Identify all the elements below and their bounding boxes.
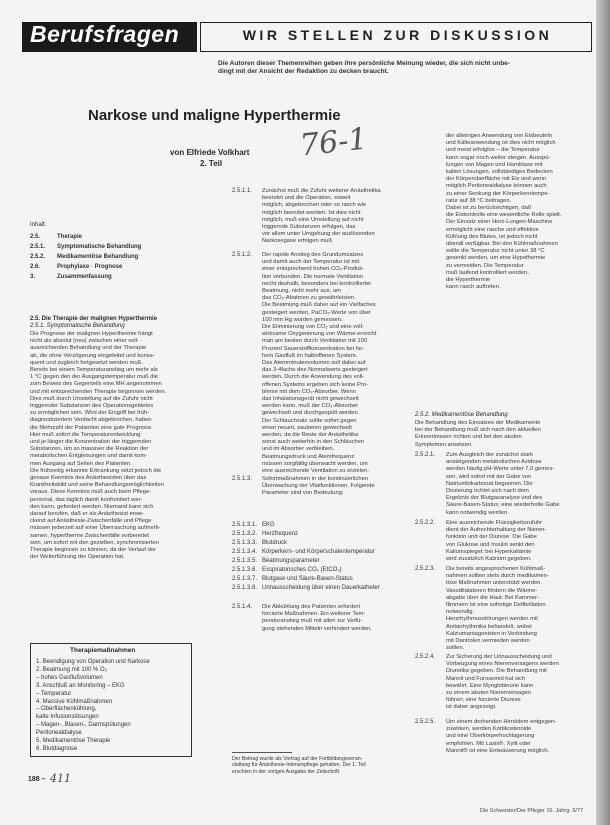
- entry-line: werden. Durch die Anwendung des voll-: [262, 374, 365, 381]
- entry-line: Kalziumantagonisten in Verbindung: [446, 630, 537, 637]
- left-column-line: Die frühzeitig erkannte Erkrankung setzt jedoch die: [30, 467, 162, 474]
- right-column-line: ratur auf 38 °C beitragen.: [446, 197, 512, 204]
- left-column-line: Bereits bei einem Temperaturanstieg um mehr als: [30, 367, 158, 374]
- entry-line: und im Absorber verbleiben.: [262, 446, 335, 453]
- entry-number: 2.5.2.4.: [415, 654, 436, 660]
- left-column-line: Die Prognose der malignen Hyperthermie hängt: [30, 331, 153, 337]
- entry-line: Der rapide Anstieg des Grundumsatzes: [262, 252, 364, 258]
- entry-line: bleme mit dem CO₂-Absorber. Wenn: [262, 388, 356, 395]
- entry-line: man am besten durch Ventilation mit 100: [262, 338, 368, 345]
- entry-line: von Glukose und Insulin senkt den: [446, 541, 535, 548]
- toc-item-label: Symptomatische Behandlung: [57, 244, 142, 250]
- left-column-line: metabolischen Entgleisungen und damit kom-: [30, 453, 148, 460]
- section-2-5-2-line: Die Behandlung des Einsatzes der Medikamente: [415, 420, 541, 426]
- entry-line: ist daher angezeigt.: [446, 704, 497, 711]
- monitoring-number: 2.5.1.3.2.: [232, 531, 258, 537]
- journal-footer: Die Schwester/Der Pfleger 16. Jahrg. 6/77: [480, 808, 584, 814]
- discussion-header-title: WIR STELLEN ZUR DISKUSSION: [242, 27, 553, 43]
- entry-line: gung stehenden Mitteln verhindert werden.: [262, 625, 372, 632]
- entry-line: das CO₂-Abatmen zu gewährleisten.: [262, 295, 356, 302]
- therapy-item: – Temperatur: [36, 690, 72, 697]
- left-column-line: diagnostiziertem Verdacht abgebrochen, haben: [30, 417, 152, 424]
- left-column-line: den kann, gefordert werden. Niemand kann sich: [30, 503, 154, 510]
- toc-item-number: 2.5.: [30, 234, 41, 240]
- toc-item-number: 2.5.1.: [30, 244, 46, 250]
- right-column-line: Kühlung des Blutes, ist jedoch nicht: [446, 233, 538, 240]
- footnote-rule: [232, 752, 292, 753]
- entry-line: eine ausreichende Ventilation zu erzielen.: [262, 468, 369, 475]
- left-column-line: sein, um sofort mit den gezielten, synchronisierten: [30, 539, 159, 546]
- entry-text: [446, 719, 596, 755]
- entry-line: Der Schlauchsatz sollte sofort gegen: [262, 417, 357, 424]
- entry-line: werden häufig pH-Werte unter 7,0 gemes-: [446, 466, 555, 473]
- footnote: Der Beitrag wurde als Vortrag auf der Fortbildungsveran- staltung für Anästhesie-Intensivpflege gehalten. Der 1. Teil erschien in der vorigen Ausgabe der Zeitschrift.: [232, 756, 366, 775]
- right-column-line: die Hyperthermie: [446, 277, 491, 284]
- left-column-line: quent und zugleich fortgesetzt werden muß.: [30, 359, 143, 366]
- entry-line: abgabe über die Haut. Bei Kammer-: [446, 594, 539, 601]
- entry-line: sollten.: [446, 645, 465, 652]
- entry-line: forcierte Maßnahmen. Ein weiterer Tem-: [262, 611, 366, 618]
- entry-line: dient der Aufrechterhaltung der Nieren-: [446, 527, 547, 534]
- left-column-line: samen, hypertherme Zwischenfälle vorbereitet: [30, 532, 149, 539]
- entry-text: [262, 252, 402, 475]
- monitoring-number: 2.5.1.3.8.: [232, 585, 258, 591]
- entry-line: Antiarrhythmika behandelt, wobei: [446, 623, 532, 630]
- entry-line: Beatmung, nicht mehr aus, um: [262, 288, 341, 295]
- entry-number: 2.5.1.3.: [232, 476, 253, 482]
- entry-text: [446, 452, 596, 517]
- entry-line: töse Maßnahmen unterstützt werden.: [446, 580, 543, 587]
- right-column-line: muß laufend kontrolliert werden,: [446, 269, 529, 276]
- monitoring-label: Blutdruck: [262, 540, 288, 546]
- right-column-line: kann rasch auftreten.: [446, 284, 501, 291]
- left-column-line: 1 °C gegen den der Ausgangstemperatur muß die: [30, 374, 158, 381]
- monitoring-label: Körperkern- und Körperschalentemperatur: [262, 549, 375, 555]
- toc-item-label: Zusammenfassung: [57, 274, 112, 280]
- right-column-line: gesenkt werden, um eine Hypothermie: [446, 255, 546, 262]
- therapy-item: – Oberflächenkühlung,: [36, 706, 97, 713]
- entry-line: Herzrhythmusstörungen werden mit: [446, 616, 538, 623]
- entry-text: [446, 566, 596, 652]
- entry-line: peraturanstieg muß mit allen zur Verfü-: [262, 618, 363, 625]
- entry-number: 2.5.1.1.: [232, 188, 253, 194]
- monitoring-label: Beatmungsparameter: [262, 558, 320, 564]
- entry-line: führen; eine forcierte Diurese: [446, 697, 521, 704]
- therapy-item: – Magen-, Blasen-, Darmspülungen: [36, 722, 131, 729]
- entry-line: Kaliumspiegel; bei Hyperkaliämie: [446, 548, 532, 555]
- monitoring-number: 2.5.1.3.4.: [232, 549, 258, 555]
- entry-line: hem Gasfluß im halboffenen System.: [262, 352, 358, 359]
- section-heading-2-5-2: 2.5.2. Medikamentöse Behandlung: [415, 412, 508, 418]
- section-2-5-2-line: Erkenntnissen richten und bei den akuten: [415, 434, 522, 441]
- entry-line: flimmern ist eine sofortige Defibrillation: [446, 602, 546, 609]
- entry-line: Die Beatmung muß daher auf ein Vielfaches: [262, 302, 376, 309]
- entry-number: 2.5.2.3.: [415, 566, 436, 572]
- entry-line: Die bereits angesprochenen Kühlmaß-: [446, 566, 546, 572]
- therapy-item: 5. Medikamentöse Therapie: [36, 738, 111, 744]
- therapy-item: kalte Infusionslösungen: [36, 714, 99, 721]
- entry-line: Um einem drohenden Hirnödem entgegen-: [446, 719, 557, 725]
- left-column-line: der Weiterführung der Operation hat.: [30, 554, 125, 561]
- right-column-line: und meist erfolglos – die Temperatur: [446, 147, 540, 154]
- left-column-text: [30, 331, 200, 562]
- right-column-line: der Körperoberfläche mit Eis und wenn: [446, 176, 547, 183]
- right-column-line: zu einer Senkung der Körperkerntempe-: [446, 190, 550, 197]
- therapy-box-title: Therapiemaßnahmen: [70, 647, 136, 654]
- entry-number: 2.5.2.5.: [415, 719, 436, 725]
- entry-line: Die Eliminierung von CO₂ und eine voll-: [262, 324, 364, 331]
- entry-line: einer entsprechend hohen CO₂-Produk-: [262, 266, 365, 273]
- entry-number: 2.5.2.1.: [415, 452, 436, 458]
- right-column-line: kann sogar noch weiter steigen. Ausspü-: [446, 154, 551, 161]
- therapy-item: 1. Beendigung von Operation und Narkose: [36, 659, 150, 665]
- right-column-top-text: [446, 133, 596, 291]
- therapy-item: Peritonealdialyse: [36, 730, 82, 737]
- entry-line: Narkosegase erfolgen muß.: [262, 238, 334, 245]
- entry-text: [262, 188, 402, 246]
- entry-line: offenen Systems ergeben sich keine Pro-: [262, 381, 368, 388]
- monitoring-number: 2.5.1.3.5.: [232, 558, 258, 564]
- left-column-line: ckend auf Anästhesie-Zwischenfälle und Pflege: [30, 518, 152, 525]
- entry-text: [446, 520, 596, 563]
- therapy-item: 4. Massive Kühlmaßnahmen: [36, 698, 113, 705]
- entry-line: möglich, abgebrochen oder so rasch wie: [262, 202, 367, 209]
- entry-line: nahmen sollten stets durch medikamen-: [446, 573, 549, 580]
- article-author: von Elfriede Volkhart: [170, 148, 250, 157]
- entry-line: Überwachung der Vitalfunktionen. Folgende: [262, 483, 375, 490]
- entry-line: werden, da die Reste der Anästhetika: [262, 432, 359, 439]
- entry-number: 2.5.2.2.: [415, 520, 436, 526]
- entry-line: 100 mm Hg wurden gemessen.: [262, 316, 343, 323]
- toc-item-label: Prophylaxe · Prognose: [57, 264, 123, 270]
- page-number: 188 –: [28, 776, 46, 783]
- left-column-line: müssen jederzeit auf einer Überraschung aufmerk-: [30, 525, 161, 532]
- left-column-line: voraus. Diese Kenntnis muß auch beim Pflege-: [30, 489, 152, 496]
- article-title: Narkose und maligne Hyperthermie: [88, 107, 341, 124]
- monitoring-label: EKG: [262, 522, 275, 528]
- entry-line: werden kann, muß der CO₂-Absorber: [262, 403, 359, 410]
- left-column-line: Krankheitsbild und seine Behandlungsmöglichkeiten: [30, 482, 165, 489]
- right-column-line: lungen von Magen und Harnblase mit: [446, 161, 543, 168]
- entry-text: [446, 654, 596, 712]
- entry-number: 2.5.1.4.: [232, 604, 253, 610]
- entry-line: Eine ausreichende Flüssigkeitszufuhr: [446, 520, 543, 526]
- toc-item-label: Therapie: [57, 234, 83, 240]
- therapy-item: 6. Blutdiagnose: [36, 745, 78, 752]
- monitoring-label: Blutgase und Säure-Basen-Status: [262, 576, 353, 582]
- entry-line: mit Dantrolen vermieden werden: [446, 638, 530, 645]
- entry-line: Säure-Basen-Status; eine wiederholte Gabe: [446, 502, 560, 509]
- left-column-line: zu ermöglichen sein. Wird der Eingriff bei früh-: [30, 410, 150, 417]
- entry-line: kann notwendig werden.: [446, 509, 509, 516]
- entry-line: das Inhalationsgerät nicht gewechselt: [262, 396, 359, 403]
- entry-line: Die Abkühlung des Patienten erfordert: [262, 604, 360, 610]
- entry-line: tion verbunden. Die normale Ventilation: [262, 273, 364, 280]
- entry-line: zuwirken, werden Kortikosteroide: [446, 726, 532, 733]
- entry-line: notwendig.: [446, 609, 475, 616]
- entry-line: Mannit und Furosemid hat sich: [446, 675, 526, 682]
- entry-line: Zum Ausgleich der zunächst stark: [446, 452, 533, 458]
- handwritten-note: 76-1: [298, 121, 370, 164]
- entry-line: Prozent Sauerstoffkonzentration bei ho-: [262, 345, 365, 352]
- entry-line: möglich, muß eine Umstellung auf nicht: [262, 216, 364, 223]
- right-column-line: sollte die Temperatur nicht unter 38 °C: [446, 248, 545, 255]
- toc-item-number: 2.6.: [30, 264, 41, 270]
- entry-line: einen neuen, sauberen gewechselt: [262, 424, 352, 431]
- entry-line: Beatmungsdruck und Atemfrequenz: [262, 453, 355, 460]
- editorial-disclaimer: Die Autoren dieser Themenreihen geben ihre persönliche Meinung wieder, die sich nicht unbe- dingt mit der Ansicht der Redaktion zu decken braucht.: [218, 60, 510, 75]
- entry-line: Dosierung richtet sich nach dem: [446, 488, 529, 495]
- right-column-line: möglich Peritonealdialyse können auch: [446, 183, 547, 190]
- entry-line: funktion und der Diurese. Die Gabe: [446, 534, 537, 541]
- entry-line: wird zusätzlich Kalzium gegeben.: [446, 556, 532, 563]
- left-column-line: die Mehrzahl der Patienten eine gute Prognose.: [30, 424, 153, 431]
- left-column-line: men Ausgang auf Seiten des Patienten.: [30, 460, 132, 467]
- left-column-line: ab, die ohne Verzögerung eingeleitet und konse-: [30, 352, 155, 359]
- right-column-line: und Kälteanwendung ist dies nicht möglich: [446, 140, 556, 147]
- left-column-line: zum Beweis des Gegenteils eine MH angenommen: [30, 381, 162, 388]
- entry-line: reicht deshalb, besonders bei kontrollierter: [262, 280, 372, 287]
- entry-line: vor allem unter Umgehung der auslösenden: [262, 231, 375, 238]
- monitoring-label: Exspiratorisches CO₂ (EtCO₂): [262, 567, 342, 573]
- entry-line: sonst auch weiterhin in den Schläuchen: [262, 439, 365, 446]
- section-heading-2-5: 2.5. Die Therapie der malignen Hyperthermie: [30, 316, 158, 322]
- left-column-line: Therapie beginnen zu können, da der Verlauf der: [30, 547, 157, 554]
- entry-text: [262, 476, 402, 498]
- section-2-5-2-line: bei der Behandlung muß sich nach den aktuellen: [415, 427, 541, 434]
- monitoring-label: Herzfrequenz: [262, 531, 299, 537]
- left-column-line: triggernder Substanzen des Operationsgebietes: [30, 403, 154, 410]
- right-column-line: der alleinigen Anwendung von Eisbeuteln: [446, 133, 553, 139]
- entry-line: bewährt. Eine Myoglobinurie kann: [446, 682, 534, 689]
- entry-line: empfohlen. Mit Lasix®, Xylit oder: [446, 740, 531, 747]
- left-column-line: genaue Kenntnis des Anästhesisten über das: [30, 475, 147, 482]
- entry-line: zu einem akuten Nierenversagen: [446, 690, 532, 697]
- entry-line: Vorbeugung eines Nierenversagens werden: [446, 661, 559, 668]
- entry-line: Parameter sind von Bedeutung:: [262, 490, 344, 497]
- therapy-item: 3. Anschluß an Monitoring – EKG: [36, 682, 125, 689]
- entry-line: ansteigenden metabolischen Azidose: [446, 459, 542, 466]
- handwritten-page-number: 411: [50, 772, 71, 785]
- left-column-line: ausreichenden Behandlung und der Therapie: [30, 345, 147, 352]
- section-banner-title: Berufsfragen: [30, 21, 180, 47]
- right-column-line: Der Einsatz einer Herz-Lungen-Maschine: [446, 219, 553, 226]
- left-column-line: und je länger die Konzentration der triggernden: [30, 439, 152, 446]
- monitoring-label: Urinausscheidung über einen Dauerkatheter: [262, 585, 380, 591]
- right-column-line: zu vermeiden. Die Temperatur: [446, 262, 524, 269]
- entry-line: Mannit® ist eine Entwässerung möglich.: [446, 747, 550, 754]
- right-column-line: die Eiskontrolle eine wesentliche Rolle spielt.: [446, 212, 562, 219]
- entry-line: möglich beendet werden. Ist dies nicht: [262, 209, 361, 216]
- right-column-line: Dabei ist zu berücksichtigen, daß: [446, 205, 532, 212]
- left-column-line: personal, das täglich damit konfrontiert wer-: [30, 496, 143, 503]
- therapy-item: 2. Beatmung mit 100 % O₂: [36, 666, 108, 673]
- entry-line: gewechselt und durchgespült werden.: [262, 410, 360, 417]
- left-column-line: Hier muß sofort die Temperaturentwicklung: [30, 431, 141, 438]
- entry-line: gesteigert werden, PaCO₂-Werte von über: [262, 309, 371, 316]
- entry-line: Sofortmaßnahmen in der kontinuierlichen: [262, 476, 369, 482]
- entry-line: Das Atemminutenvolumen soll dabei auf: [262, 360, 366, 367]
- entry-line: und damit auch der Temperatur ist mit: [262, 259, 360, 266]
- entry-line: Diuretika gegeben. Die Behandlung mit: [446, 668, 547, 675]
- therapy-item: – hohes Gasflußvolumen: [36, 674, 103, 681]
- article-part: 2. Teil: [200, 159, 223, 168]
- monitoring-number: 2.5.1.3.3.: [232, 540, 258, 546]
- left-column-line: nicht als absolut (neu) zwischen einer voll-: [30, 338, 139, 345]
- entry-line: das 3-4fache des Normalwerts gesteigert: [262, 367, 368, 374]
- left-column-line: darauf berufen, daß er als Anästhesist erwe-: [30, 511, 145, 518]
- entry-line: Ergebnis der Blutgasanalyse und des: [446, 495, 543, 502]
- left-column-line: und mit entsprechenden Therapie begonnen werden.: [30, 388, 167, 395]
- section-2-5-2-intro: [415, 420, 595, 449]
- toc-item-number: 2.5.2.: [30, 254, 46, 260]
- toc-item-label: Medikamentöse Behandlung: [57, 254, 139, 260]
- entry-line: Vasodilatatoren fördern die Wärme-: [446, 587, 538, 594]
- entry-line: müssen sorgfältig überwacht werden, um: [262, 460, 368, 467]
- right-column-line: kalten Lösungen, vollständiges Bedecken: [446, 169, 553, 176]
- entry-text: [262, 604, 402, 633]
- entry-line: wirksame Oxygenierung von Wärme erreicht: [262, 331, 377, 338]
- section-heading-2-5-1: 2.5.1. Symptomatische Behandlung: [30, 323, 125, 329]
- left-column-line: Dies muß durch Umstellung auf die Zufuhr nicht: [30, 395, 153, 402]
- entry-line: Zur Sicherung der Urinausscheidung und: [446, 654, 552, 660]
- entry-line: beendet und die Operation, soweit: [262, 195, 351, 202]
- monitoring-number: 2.5.1.3.6.: [232, 567, 258, 573]
- entry-line: Natriumbikarbonat begonnen. Die: [446, 480, 533, 487]
- monitoring-number: 2.5.1.3.1.: [232, 522, 258, 528]
- right-column-line: überall verfügbar. Bei den Kühlmaßnahmen: [446, 241, 558, 248]
- page-edge-shadow: [596, 0, 610, 825]
- entry-number: 2.5.1.2.: [232, 252, 253, 258]
- entry-line: triggernde Substanzen erfolgen, das: [262, 224, 356, 231]
- section-2-5-2-line: Symptomen ansetzen.: [415, 441, 473, 448]
- right-column-line: ermöglicht eine rasche und effektive: [446, 226, 539, 233]
- toc-item-number: 3.: [30, 274, 36, 280]
- monitoring-number: 2.5.1.3.7.: [232, 576, 258, 582]
- entry-line: Zunächst muß die Zufuhr weiterer Anästhetika: [262, 188, 381, 194]
- entry-line: und eine Oberkörperhochlagerung: [446, 733, 535, 740]
- toc-heading: Inhalt:: [30, 222, 47, 228]
- left-column-line: Substanzen, um so massiver die Reaktion der: [30, 446, 149, 453]
- entry-line: sen, wird sofort mit der Gabe von: [446, 473, 532, 480]
